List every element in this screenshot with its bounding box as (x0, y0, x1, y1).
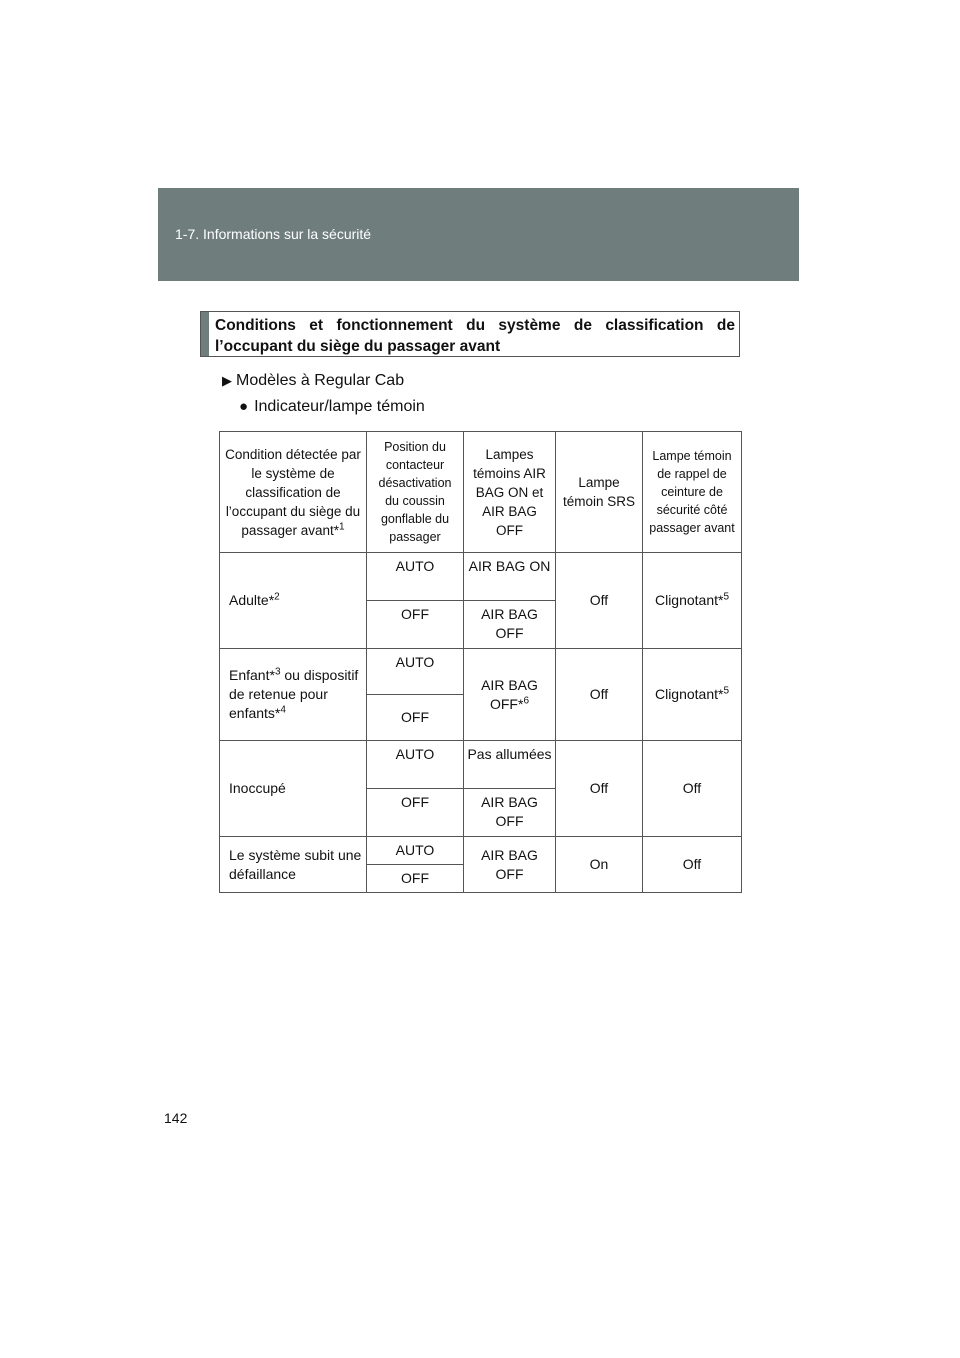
cell-condition-adult: Adulte*$^2$ (220, 553, 367, 649)
cell-airbag-lamp: AIR BAG OFF*$^6$ (464, 649, 556, 741)
model-label: Modèles à Regular Cab (236, 372, 405, 389)
header-cell-switch: Position du contacteur désactivation du coussin gonflable du passager (367, 432, 464, 553)
cell-switch: OFF (367, 865, 464, 893)
section-label: 1-7. Informations sur la sécurité (175, 226, 372, 242)
header-cell-airbag-lamps: Lampes témoins AIR BAG ON et AIR BAG OFF (464, 432, 556, 553)
cell-airbag-lamp: AIR BAG OFF (464, 789, 556, 837)
cell-belt: Off (643, 741, 742, 837)
model-line (222, 372, 404, 390)
cell-airbag-lamp: AIR BAG OFF (464, 601, 556, 649)
cell-srs: Off (556, 649, 643, 741)
indicator-table (219, 431, 742, 893)
bullet-circle-icon: ● (239, 398, 249, 415)
table-row (220, 649, 742, 695)
table-header-row (220, 432, 742, 553)
cell-switch: OFF (367, 789, 464, 837)
cell-belt: Clignotant*$^5$ (643, 553, 742, 649)
cell-condition-fault: Le système subit une défaillance (220, 837, 367, 893)
cell-switch: AUTO (367, 649, 464, 695)
sub-label: Indicateur/lampe témoin (254, 398, 425, 415)
cell-srs: Off (556, 553, 643, 649)
cell-airbag-lamp: AIR BAG ON (464, 553, 556, 601)
cell-switch: AUTO (367, 837, 464, 865)
page-number: 142 (164, 1110, 188, 1126)
cell-switch: AUTO (367, 553, 464, 601)
section-title-box (200, 311, 740, 357)
cell-switch: OFF (367, 601, 464, 649)
cell-srs: On (556, 837, 643, 893)
section-title: Conditions et fonctionnement du système de classification de l’occupant du siège du passager avant (215, 317, 735, 355)
table-row (220, 553, 742, 601)
table-row (220, 837, 742, 865)
cell-airbag-lamp: AIR BAG OFF (464, 837, 556, 893)
header-cell-srs: Lampe témoin SRS (556, 432, 643, 553)
table-row (220, 741, 742, 789)
cell-belt: Clignotant*$^5$ (643, 649, 742, 741)
triangle-right-icon: ▶ (222, 373, 232, 388)
cell-srs: Off (556, 741, 643, 837)
title-accent-bar (201, 312, 209, 356)
cell-condition-child: Enfant*$^3$ ou dispositif de retenue pour enfants*$^4$ (220, 649, 367, 741)
cell-switch: AUTO (367, 741, 464, 789)
header-cell-condition: Condition détectée par le système de classification de l’occupant du siège du passager avant*$^1$ (220, 432, 367, 553)
cell-belt: Off (643, 837, 742, 893)
cell-switch: OFF (367, 695, 464, 741)
header-cell-belt: Lampe témoin de rappel de ceinture de sécurité côté passager avant (643, 432, 742, 553)
sub-line (239, 398, 425, 416)
cell-airbag-lamp: Pas allumées (464, 741, 556, 789)
cell-condition-empty: Inoccupé (220, 741, 367, 837)
